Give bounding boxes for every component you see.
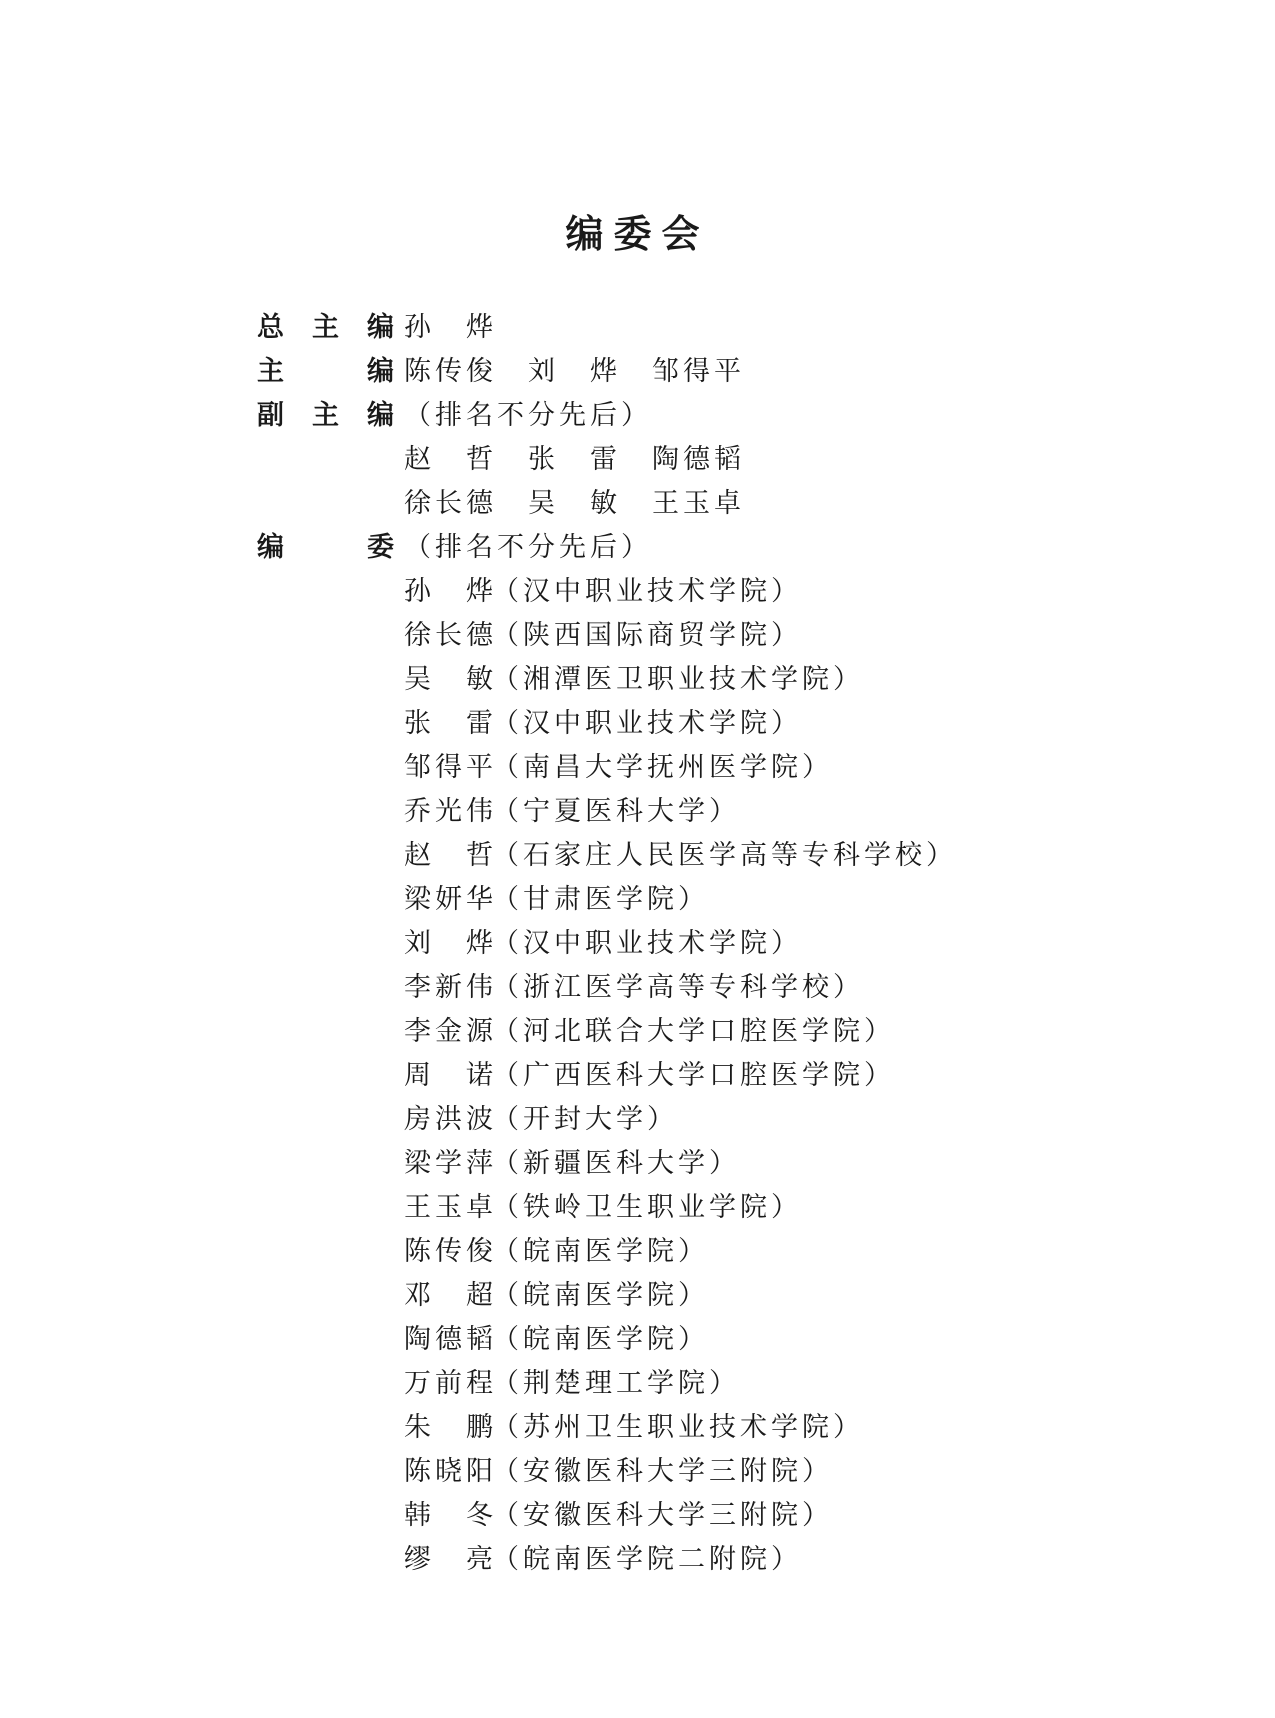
member-organization: （皖南医学院） — [492, 1323, 709, 1355]
committee-member-row — [257, 830, 1157, 874]
role-label-chief-editor: 总 主 编 — [257, 311, 394, 343]
committee-note: （排名不分先后） — [404, 531, 652, 563]
member-name: 邓 超 — [404, 1279, 497, 1311]
member-name: 陶德韬 — [404, 1323, 497, 1355]
editor-row — [257, 346, 1157, 390]
page-title: 编委会 — [565, 212, 710, 256]
committee-member-row — [257, 610, 1157, 654]
member-organization: （新疆医科大学） — [492, 1147, 740, 1179]
member-organization: （皖南医学院） — [492, 1279, 709, 1311]
committee-member-row — [257, 874, 1157, 918]
member-organization: （汉中职业技术学院） — [492, 927, 802, 959]
member-name: 梁学萍 — [404, 1147, 497, 1179]
member-organization: （荆楚理工学院） — [492, 1367, 740, 1399]
member-name: 赵 哲 — [404, 839, 497, 871]
committee-member-row — [257, 1314, 1157, 1358]
member-name: 李新伟 — [404, 971, 497, 1003]
committee-member-row — [257, 962, 1157, 1006]
member-organization: （河北联合大学口腔医学院） — [492, 1015, 895, 1047]
member-organization: （汉中职业技术学院） — [492, 575, 802, 607]
committee-member-row — [257, 1490, 1157, 1534]
deputy-editor-row-2 — [257, 434, 1157, 478]
member-organization: （苏州卫生职业技术学院） — [492, 1411, 864, 1443]
member-name: 朱 鹏 — [404, 1411, 497, 1443]
member-name: 缪 亮 — [404, 1543, 497, 1575]
member-name: 周 诺 — [404, 1059, 497, 1091]
member-organization: （安徽医科大学三附院） — [492, 1455, 833, 1487]
member-organization: （南昌大学抚州医学院） — [492, 751, 833, 783]
member-name: 徐长德 — [404, 619, 497, 651]
committee-member-row — [257, 1270, 1157, 1314]
member-organization: （皖南医学院） — [492, 1235, 709, 1267]
member-name: 孙 烨 — [404, 575, 497, 607]
member-name: 梁妍华 — [404, 883, 497, 915]
member-organization: （甘肃医学院） — [492, 883, 709, 915]
member-organization: （皖南医学院二附院） — [492, 1543, 802, 1575]
member-organization: （湘潭医卫职业技术学院） — [492, 663, 864, 695]
editor-names: 陈传俊 刘 烨 邹得平 — [404, 355, 745, 387]
chief-editor-names: 孙 烨 — [404, 311, 497, 343]
role-label-committee: 编 委 — [257, 531, 394, 563]
committee-member-row — [257, 1094, 1157, 1138]
member-organization: （陕西国际商贸学院） — [492, 619, 802, 651]
committee-member-row — [257, 742, 1157, 786]
committee-member-row — [257, 1402, 1157, 1446]
member-organization: （石家庄人民医学高等专科学校） — [492, 839, 957, 871]
member-name: 吴 敏 — [404, 663, 497, 695]
member-organization: （开封大学） — [492, 1103, 678, 1135]
committee-member-row — [257, 1534, 1157, 1578]
committee-member-row — [257, 1006, 1157, 1050]
committee-member-row — [257, 698, 1157, 742]
deputy-editor-note: （排名不分先后） — [404, 399, 652, 431]
committee-member-row — [257, 566, 1157, 610]
member-name: 陈传俊 — [404, 1235, 497, 1267]
member-name: 王玉卓 — [404, 1191, 497, 1223]
committee-member-row — [257, 1446, 1157, 1490]
committee-member-list — [257, 566, 1157, 1578]
committee-member-row — [257, 918, 1157, 962]
member-name: 李金源 — [404, 1015, 497, 1047]
committee-member-row — [257, 1182, 1157, 1226]
committee-member-row — [257, 786, 1157, 830]
chief-editor-row — [257, 302, 1157, 346]
member-organization: （汉中职业技术学院） — [492, 707, 802, 739]
deputy-editor-names-1: 赵 哲 张 雷 陶德韬 — [404, 443, 745, 475]
member-name: 乔光伟 — [404, 795, 497, 827]
deputy-editor-row-3 — [257, 478, 1157, 522]
member-name: 刘 烨 — [404, 927, 497, 959]
committee-member-row — [257, 1138, 1157, 1182]
committee-member-row — [257, 1226, 1157, 1270]
member-organization: （广西医科大学口腔医学院） — [492, 1059, 895, 1091]
role-label-deputy-editor: 副 主 编 — [257, 399, 394, 431]
member-name: 韩 冬 — [404, 1499, 497, 1531]
editorial-board-list — [257, 302, 1157, 1578]
member-organization: （浙江医学高等专科学校） — [492, 971, 864, 1003]
deputy-editor-names-2: 徐长德 吴 敏 王玉卓 — [404, 487, 745, 519]
role-label-editor: 主 编 — [257, 355, 394, 387]
deputy-editor-row — [257, 390, 1157, 434]
committee-member-row — [257, 1358, 1157, 1402]
member-organization: （宁夏医科大学） — [492, 795, 740, 827]
committee-member-row — [257, 1050, 1157, 1094]
member-name: 陈晓阳 — [404, 1455, 497, 1487]
member-name: 邹得平 — [404, 751, 497, 783]
member-organization: （铁岭卫生职业学院） — [492, 1191, 802, 1223]
member-name: 万前程 — [404, 1367, 497, 1399]
member-name: 张 雷 — [404, 707, 497, 739]
committee-row — [257, 522, 1157, 566]
committee-member-row — [257, 654, 1157, 698]
member-organization: （安徽医科大学三附院） — [492, 1499, 833, 1531]
member-name: 房洪波 — [404, 1103, 497, 1135]
